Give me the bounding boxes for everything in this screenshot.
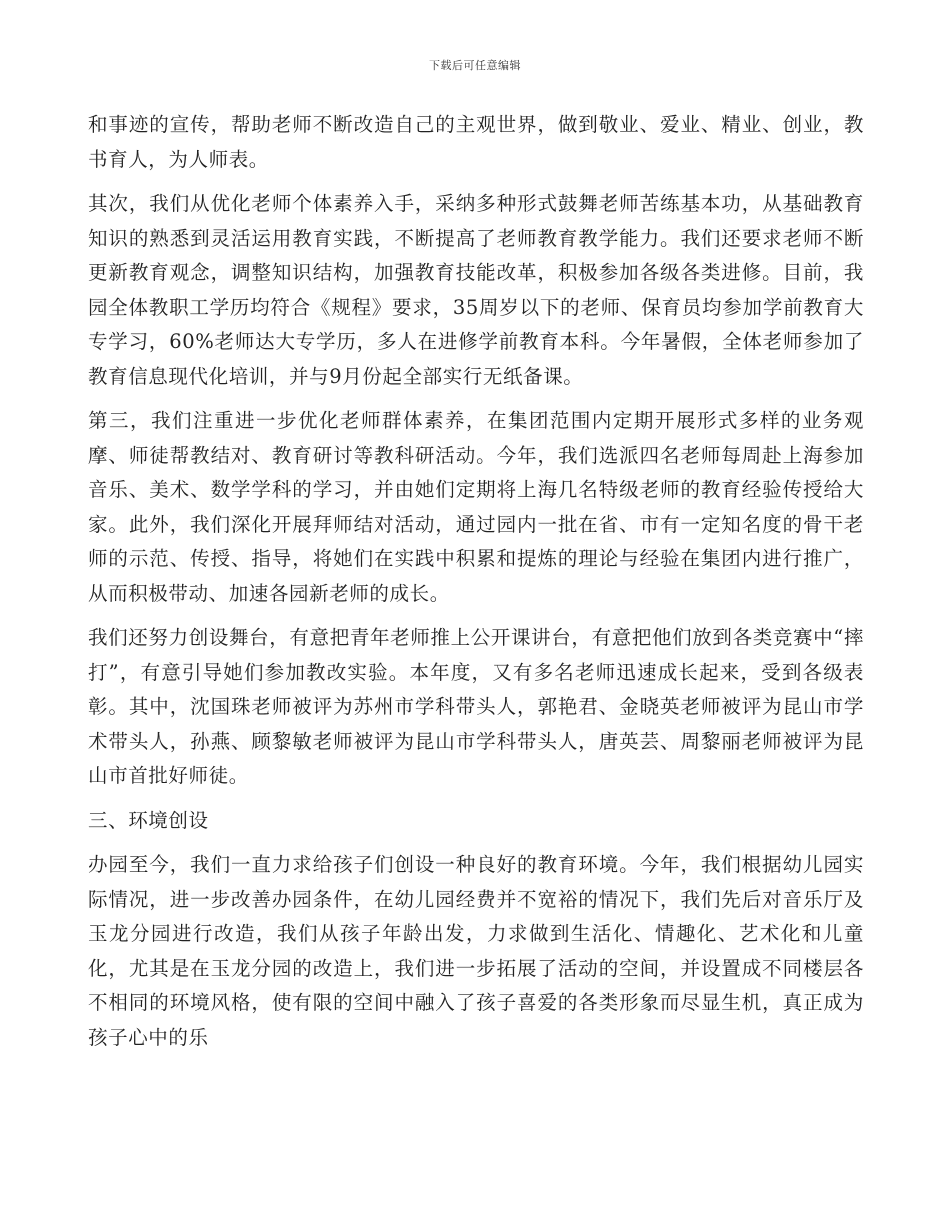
paragraph-group-quality: 第三，我们注重进一步优化老师群体素养，在集团范围内定期开展形式多样的业务观摩、师徒帮教结对、教育研讨等教科研活动。今年，我们选派四名老师每周赴上海参加音乐、美术、数学学科的学习，并由她们定期将上海几名特级老师的教育经验传授给大家。此外，我们深化开展拜师结对活动，通过园内一批在省、市有一定知名度的骨干老师的示范、传授、指导，将她们在实践中积累和提炼的理论与经验在集团内进行推广，从而积极带动、加速各园新老师的成长。: [88, 409, 864, 605]
paragraph-teacher-ethics-continuation: 和事迹的宣传，帮助老师不断改造自己的主观世界，做到敬业、爱业、精业、创业，教书育人，为人师表。: [88, 113, 864, 171]
paragraph-young-teachers: 我们还努力创设舞台，有意把青年老师推上公开课讲台，有意把他们放到各类竞赛中“摔打”，有意引导她们参加教改实验。本年度，又有多名老师迅速成长起来，受到各级表彰。其中，沈国珠老师被评为苏州市学科带头人，郭艳君、金晓英老师被评为昆山市学术带头人，孙燕、顾黎敏老师被评为昆山市学科带头人，唐英芸、周黎丽老师被评为昆山市首批好师徒。: [88, 626, 864, 787]
document-body: [88, 108, 864, 1065]
paragraph-environment: 办园至今，我们一直力求给孩子们创设一种良好的教育环境。今年，我们根据幼儿园实际情况，进一步改善办园条件，在幼儿园经费并不宽裕的情况下，我们先后对音乐厅及玉龙分园进行改造，我们从孩子年龄出发，力求做到生活化、情趣化、艺术化和儿童化，尤其是在玉龙分园的改造上，我们进一步拓展了活动的空间，并设置成不同楼层各不相同的环境风格，使有限的空间中融入了孩子喜爱的各类形象而尽显生机，真正成为孩子心中的乐: [88, 853, 864, 1049]
page-header: 下载后可任意编辑: [429, 59, 521, 72]
paragraph-individual-quality: 其次，我们从优化老师个体素养入手，采纳多种形式鼓舞老师苦练基本功，从基础教育知识的熟悉到灵活运用教育实践，不断提高了老师教育教学能力。我们还要求老师不断更新教育观念，调整知识结构，加强教育技能改革，积极参加各级各类进修。目前，我园全体教职工学历均符合《规程》要求，35周岁以下的老师、保育员均参加学前教育大专学习，60%老师达大专学历，多人在进修学前教育本科。今年暑假，全体老师参加了教育信息现代化培训，并与9月份起全部实行无纸备课。: [88, 192, 864, 388]
section-heading-environment: 三、环境创设: [88, 808, 209, 832]
